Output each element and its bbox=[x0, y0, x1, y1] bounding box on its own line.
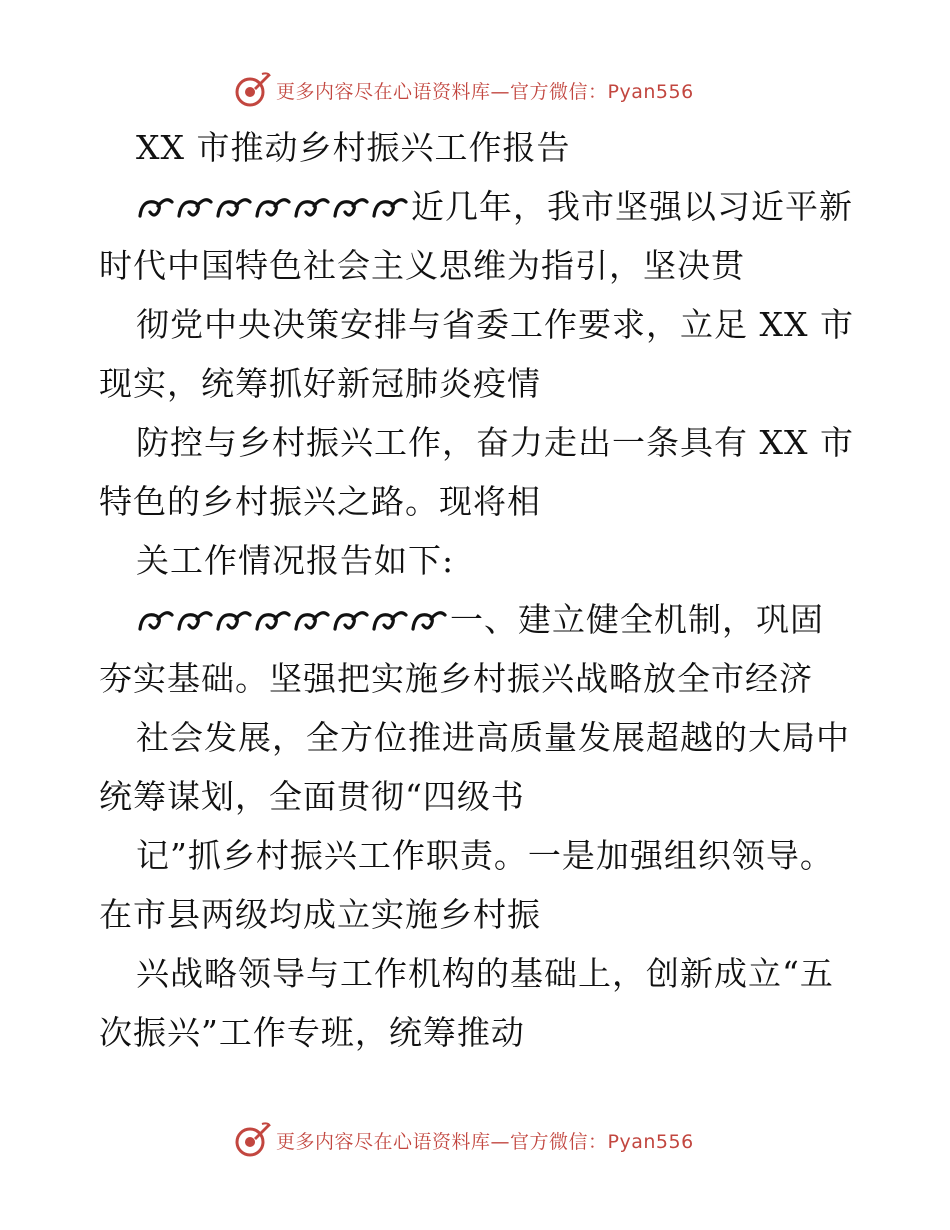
paragraph-line: 在市县两级均成立实施乡村振 bbox=[99, 895, 541, 934]
document-title: XX 市推动乡村振兴工作报告 bbox=[136, 128, 571, 167]
quill-logo-icon bbox=[232, 70, 272, 110]
header-watermark bbox=[232, 70, 712, 110]
paragraph-line: 夯实基础。坚强把实施乡村振兴战略放全市经济 bbox=[99, 659, 813, 698]
quill-logo-icon bbox=[232, 1120, 272, 1160]
paragraph-line: 次振兴”工作专班，统筹推动 bbox=[99, 1013, 525, 1052]
paragraph-line: 关工作情况报告如下: bbox=[136, 541, 455, 580]
ornament-icon bbox=[136, 605, 448, 635]
paragraph-text: 近几年，我市坚强以习近平新 bbox=[411, 187, 853, 226]
paragraph-line: 社会发展，全方位推进高质量发展超越的大局中 bbox=[136, 718, 850, 757]
paragraph-line bbox=[136, 187, 853, 227]
paragraph-line: 特色的乡村振兴之路。现将相 bbox=[99, 482, 541, 521]
paragraph-text: 一、建立健全机制，巩固 bbox=[450, 600, 824, 639]
paragraph-line: 现实，统筹抓好新冠肺炎疫情 bbox=[99, 364, 541, 403]
paragraph-line bbox=[136, 600, 824, 640]
footer-watermark bbox=[232, 1120, 712, 1160]
paragraph-line: 兴战略领导与工作机构的基础上，创新成立“五 bbox=[136, 954, 834, 993]
watermark-text: 更多内容尽在心语资料库—官方微信：Pyan556 bbox=[276, 1130, 694, 1153]
watermark-text: 更多内容尽在心语资料库—官方微信：Pyan556 bbox=[276, 80, 694, 103]
ornament-icon bbox=[136, 192, 409, 222]
paragraph-line: 统筹谋划，全面贯彻“四级书 bbox=[99, 777, 525, 816]
paragraph-line: 防控与乡村振兴工作，奋力走出一条具有 XX 市 bbox=[136, 423, 854, 462]
paragraph-line: 时代中国特色社会主义思维为指引，坚决贯 bbox=[99, 246, 745, 285]
paragraph-line: 彻党中央决策安排与省委工作要求，立足 XX 市 bbox=[136, 305, 854, 344]
paragraph-line: 记”抓乡村振兴工作职责。一是加强组织领导。 bbox=[136, 836, 834, 875]
